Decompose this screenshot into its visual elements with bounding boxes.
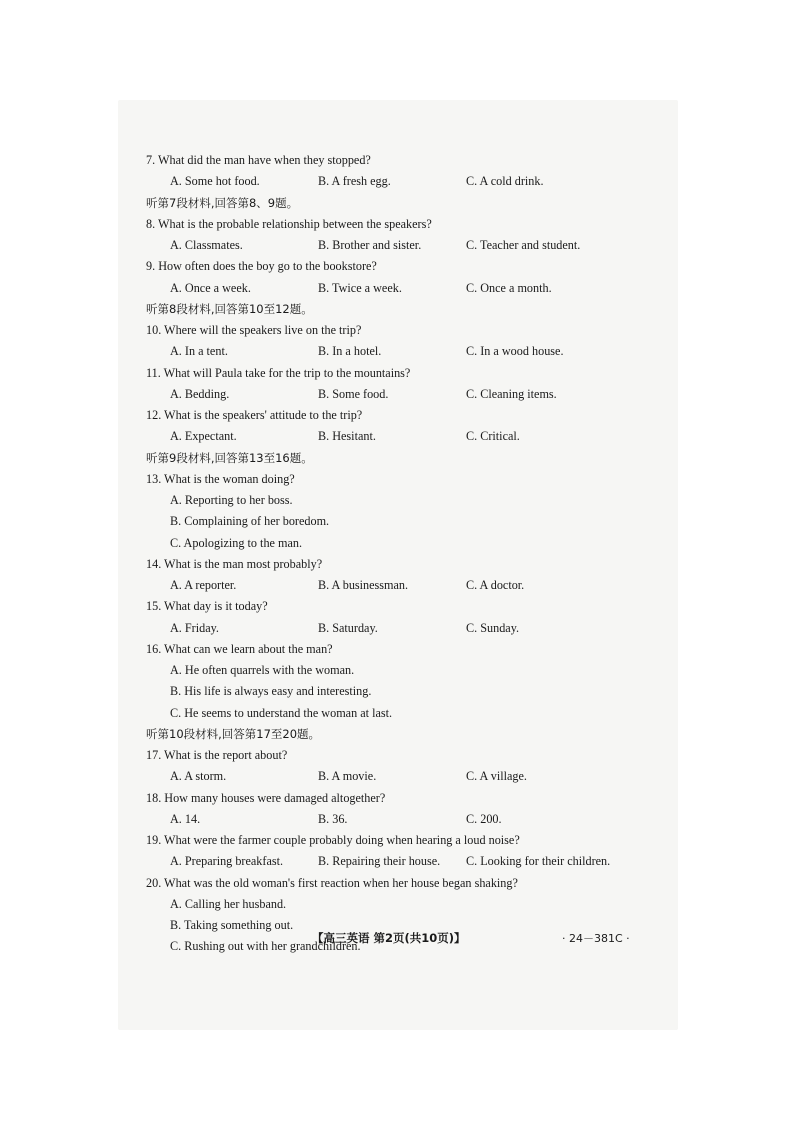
section-instruction: 听第9段材料,回答第13至16题。 (146, 450, 313, 465)
answer-option: A. Reporting to her boss. (170, 493, 293, 507)
question-stem: 17. What is the report about? (146, 748, 288, 762)
answer-option: A. Calling her husband. (170, 896, 287, 911)
answer-option-a: A. 14. (170, 811, 201, 826)
question-stem: 13. What is the woman doing? (146, 471, 295, 486)
page-footer (0, 930, 794, 950)
answer-option-a: A. Once a week. (170, 280, 251, 295)
answer-options-row (146, 851, 646, 872)
answer-options-row (146, 809, 646, 830)
answer-option-c: C. Sunday. (466, 620, 520, 635)
question-stem: 10. Where will the speakers live on the trip? (146, 323, 362, 337)
answer-options-row (146, 235, 646, 256)
answer-option-c: C. Critical. (466, 429, 520, 444)
answer-option: C. Rushing out with her grandchildren. (170, 939, 361, 954)
answer-options-row (146, 618, 646, 639)
answer-option-b: B. Hesitant. (318, 429, 376, 444)
question-stem: 8. What is the probable relationship between the speakers? (146, 216, 432, 231)
answer-option: B. Complaining of her boredom. (170, 514, 330, 529)
answer-options-row (146, 278, 646, 299)
answer-option-a: A. In a tent. (170, 344, 228, 359)
question-stem: 7. What did the man have when they stopped? (146, 153, 371, 167)
answer-option-b: B. In a hotel. (318, 344, 382, 359)
answer-option-c: C. In a wood house. (466, 344, 564, 359)
answer-option-c: C. Cleaning items. (466, 386, 557, 401)
answer-option-c: C. A village. (466, 769, 527, 784)
section-instruction: 听第10段材料,回答第17至20题。 (146, 726, 321, 741)
question-stem: 20. What was the old woman's first reaction when her house began shaking? (146, 875, 518, 890)
answer-options-row (146, 766, 646, 787)
answer-options-row (146, 384, 646, 405)
answer-option-c: C. Teacher and student. (466, 238, 581, 252)
answer-option-b: B. A movie. (318, 769, 377, 784)
answer-option-a: A. Some hot food. (170, 174, 260, 189)
answer-option: B. His life is always easy and interesting. (170, 684, 372, 699)
question-stem: 12. What is the speakers' attitude to the trip? (146, 408, 363, 422)
answer-options-row (146, 575, 646, 596)
answer-option: B. Taking something out. (170, 918, 294, 932)
answer-option-a: A. Bedding. (170, 386, 230, 401)
answer-option-b: B. A businessman. (318, 578, 409, 592)
question-stem: 16. What can we learn about the man? (146, 641, 333, 656)
question-list (146, 150, 646, 958)
answer-option-a: A. A reporter. (170, 578, 237, 592)
answer-option-c: C. Once a month. (466, 280, 552, 295)
answer-option-b: B. Repairing their house. (318, 854, 441, 869)
section-instruction: 听第7段材料,回答第8、9题。 (146, 195, 299, 210)
footer-page-info: 【高三英语 第2页(共10页)】 (312, 931, 466, 945)
answer-option-a: A. A storm. (170, 769, 227, 784)
question-stem: 9. How often does the boy go to the bookstore? (146, 259, 377, 274)
question-stem: 18. How many houses were damaged altogether? (146, 790, 386, 805)
answer-option-a: A. Expectant. (170, 429, 237, 444)
question-stem: 19. What were the farmer couple probably doing when hearing a loud noise? (146, 833, 520, 847)
answer-options-row (146, 341, 646, 362)
answer-option-a: A. Friday. (170, 620, 219, 635)
answer-option-b: B. Brother and sister. (318, 238, 422, 252)
answer-option-c: C. A cold drink. (466, 174, 544, 189)
answer-options-row (146, 426, 646, 447)
answer-option-c: C. Looking for their children. (466, 854, 611, 869)
answer-option-b: B. Saturday. (318, 620, 378, 635)
answer-option-c: C. A doctor. (466, 578, 525, 592)
answer-option-a: A. Preparing breakfast. (170, 854, 284, 869)
answer-option-b: B. 36. (318, 811, 348, 826)
answer-options-row (146, 171, 646, 192)
answer-option: C. Apologizing to the man. (170, 535, 303, 550)
answer-option-b: B. A fresh egg. (318, 174, 391, 189)
answer-option-b: B. Twice a week. (318, 280, 402, 295)
answer-option-a: A. Classmates. (170, 238, 243, 252)
answer-option-b: B. Some food. (318, 386, 389, 401)
question-stem: 11. What will Paula take for the trip to the mountains? (146, 365, 411, 380)
question-stem: 15. What day is it today? (146, 599, 268, 614)
question-stem: 14. What is the man most probably? (146, 556, 323, 571)
answer-option: C. He seems to understand the woman at last. (170, 705, 393, 720)
answer-option-c: C. 200. (466, 811, 502, 826)
footer-exam-code: · 24－381C · (562, 932, 630, 945)
section-instruction: 听第8段材料,回答第10至12题。 (146, 301, 313, 316)
answer-option: A. He often quarrels with the woman. (170, 663, 355, 677)
